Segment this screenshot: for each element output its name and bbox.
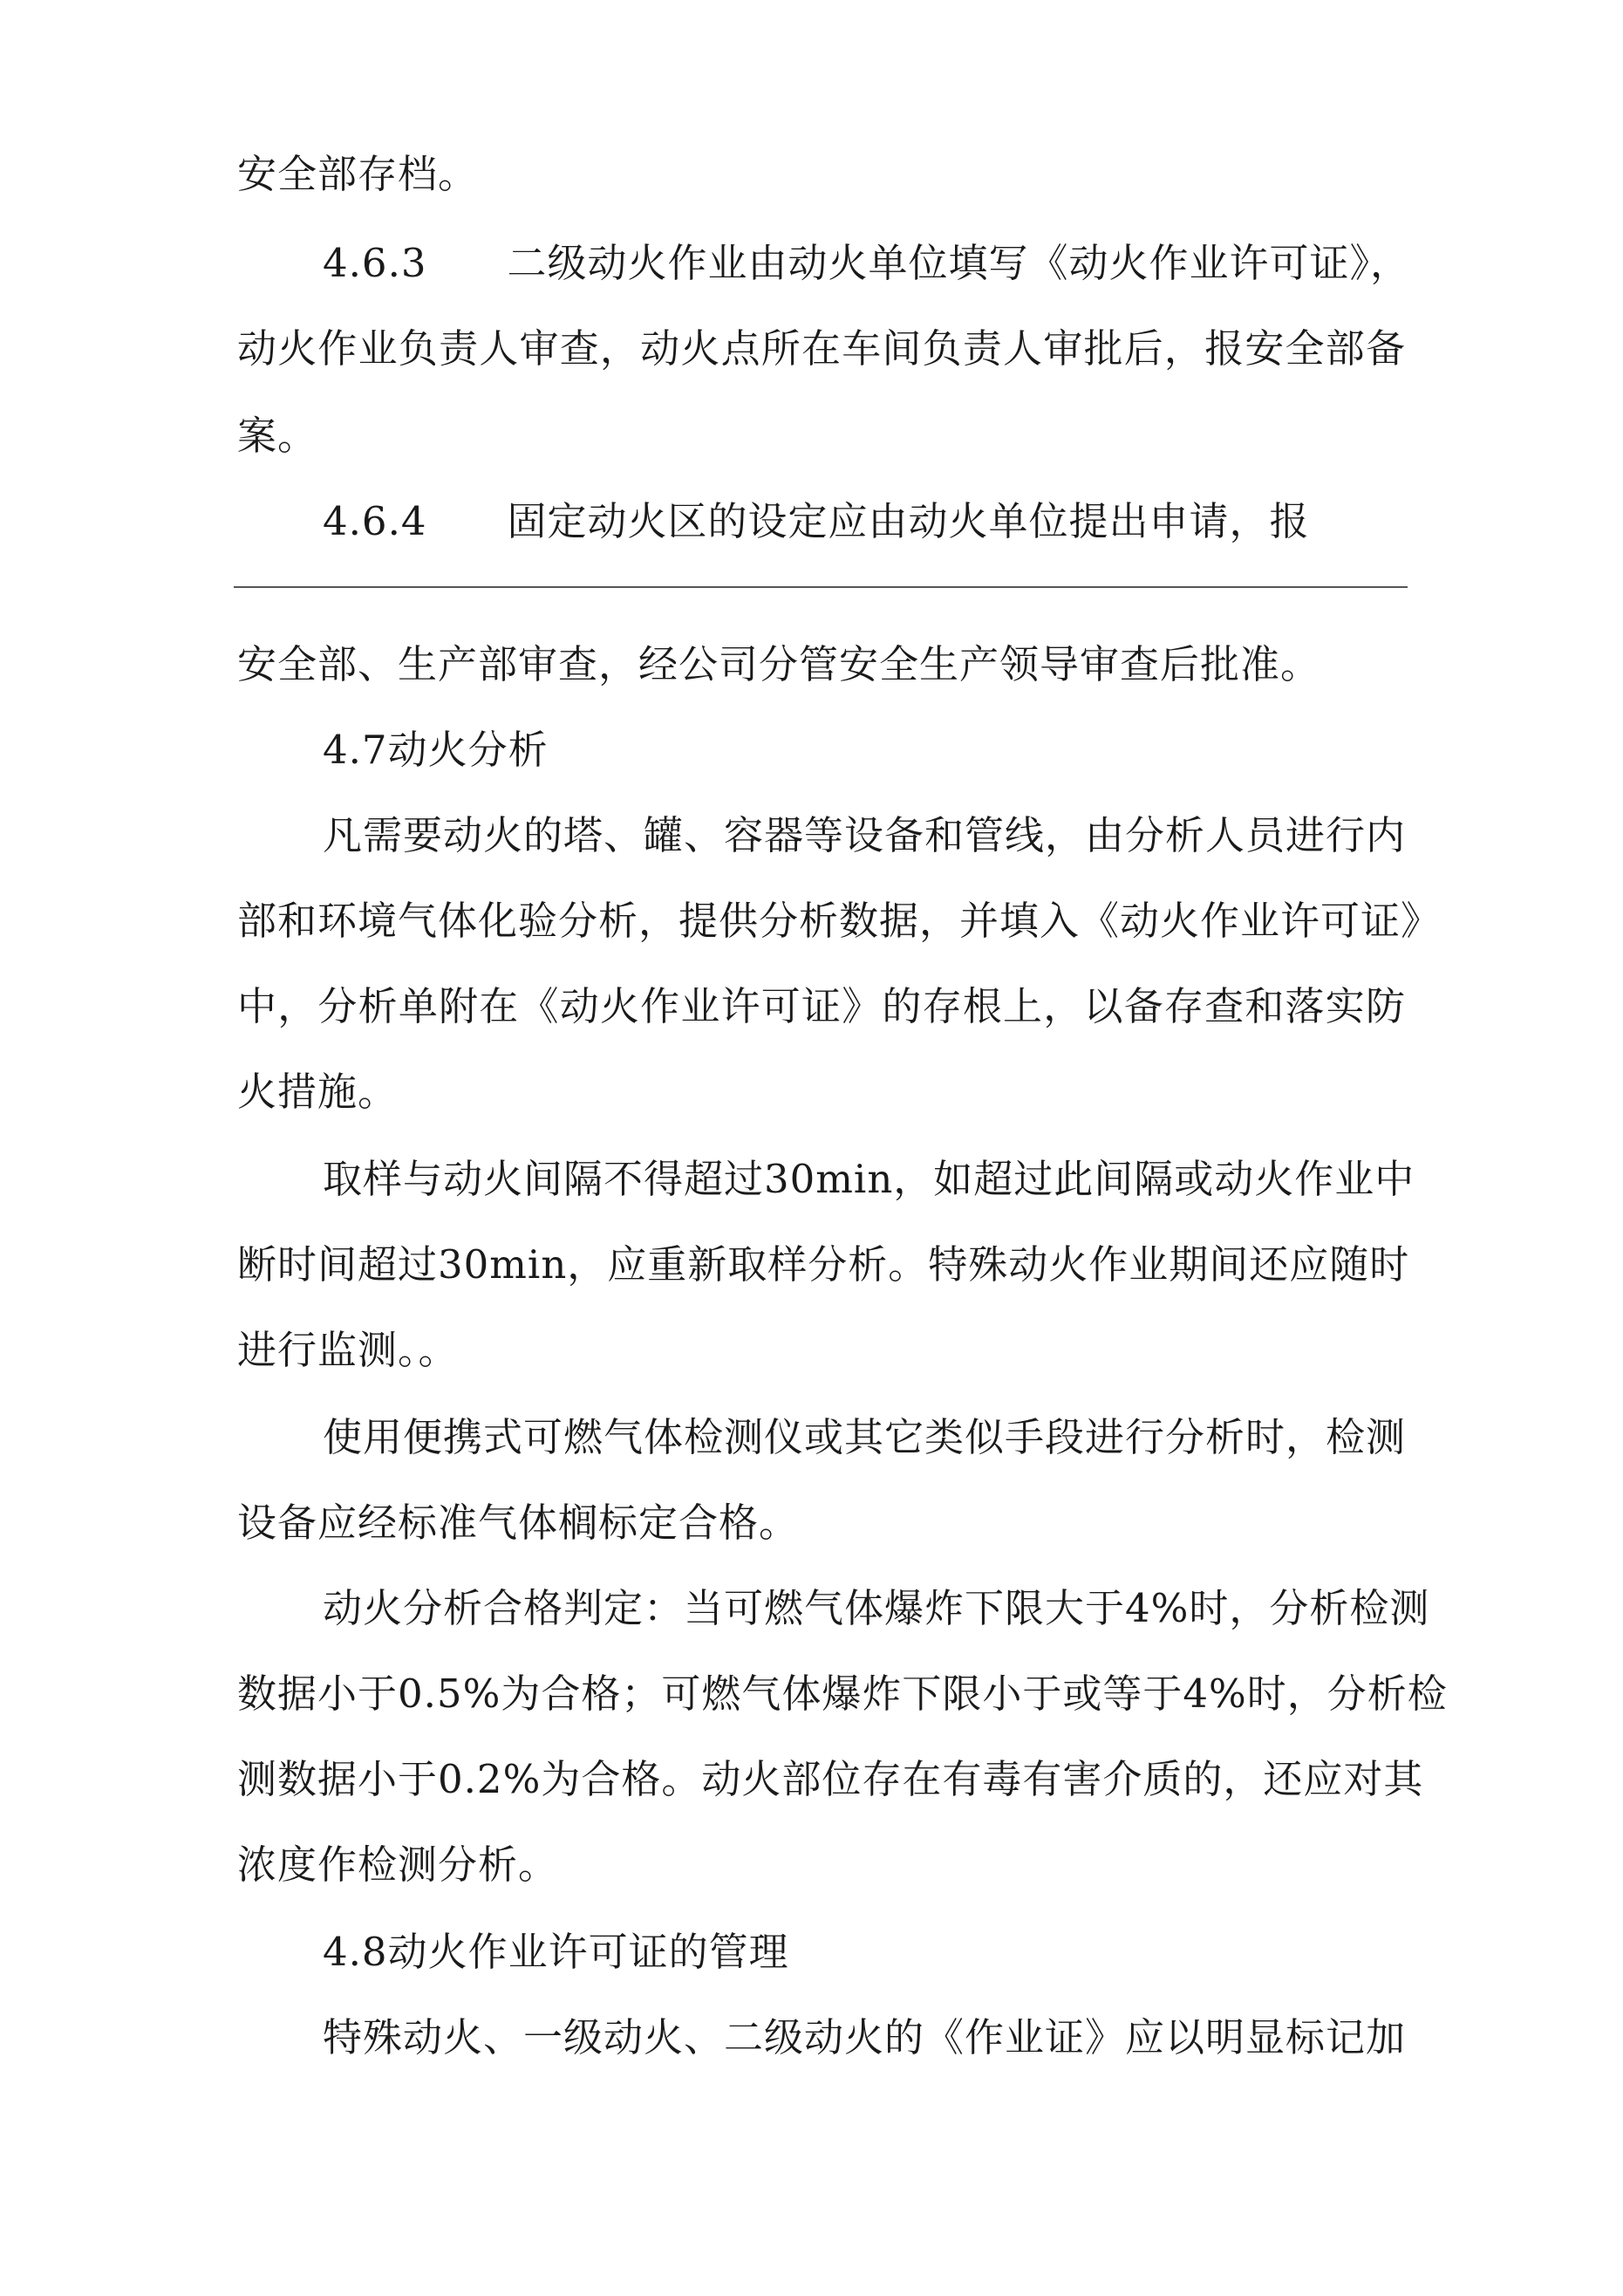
text-line: 使用便携式可燃气体检测仪或其它类似手段进行分析时，检测	[323, 1414, 1407, 1460]
text-line: 数据小于0.5%为合格；可燃气体爆炸下限小于或等于4%时，分析检	[237, 1671, 1448, 1717]
text-line: 特殊动火、一级动火、二级动火的《作业证》应以明显标记加	[323, 2014, 1407, 2060]
text-line: 断时间超过30min，应重新取样分析。特殊动火作业期间还应随时	[237, 1241, 1410, 1288]
text-line: 安全部存档。	[237, 151, 479, 197]
text-line: 案。	[237, 413, 318, 459]
text-line: 浓度作检测分析。	[237, 1842, 559, 1888]
text-line: 部和环境气体化验分析，提供分析数据，并填入《动火作业许可证》	[237, 898, 1442, 944]
text-line: 动火作业负责人审查，动火点所在车间负责人审批后，报安全部备	[237, 325, 1406, 372]
page-divider	[234, 586, 1408, 588]
text-line: 设备应经标准气体榈标定合格。	[237, 1500, 800, 1546]
text-line: 取样与动火间隔不得超过30min，如超过此间隔或动火作业中	[323, 1156, 1415, 1202]
text-line: 中，分析单附在《动火作业许可证》的存根上，以备存查和落实防	[237, 983, 1406, 1029]
section-4-6-3: 4.6.3 二级动火作业由动火单位填写《动火作业许可证》，	[323, 240, 1411, 286]
text-line: 凡需要动火的塔、罐、容器等设备和管线，由分析人员进行内	[323, 812, 1407, 858]
text-line: 动火分析合格判定：当可燃气体爆炸下限大于4%时，分析检测	[323, 1585, 1430, 1631]
section-4-6-4: 4.6.4 固定动火区的设定应由动火单位提出申请，报	[323, 498, 1310, 544]
text-line: 进行监测。。	[237, 1327, 459, 1373]
text-line: 火措施。	[237, 1069, 399, 1115]
text-line: 安全部、生产部审查，经公司分管安全生产领导审查后批准。	[237, 641, 1321, 687]
section-heading-4-7: 4.7动火分析	[323, 727, 549, 773]
section-heading-4-8: 4.8动火作业许可证的管理	[323, 1929, 789, 1975]
text-line: 测数据小于0.2%为合格。动火部位存在有毒有害介质的，还应对其	[237, 1756, 1424, 1802]
